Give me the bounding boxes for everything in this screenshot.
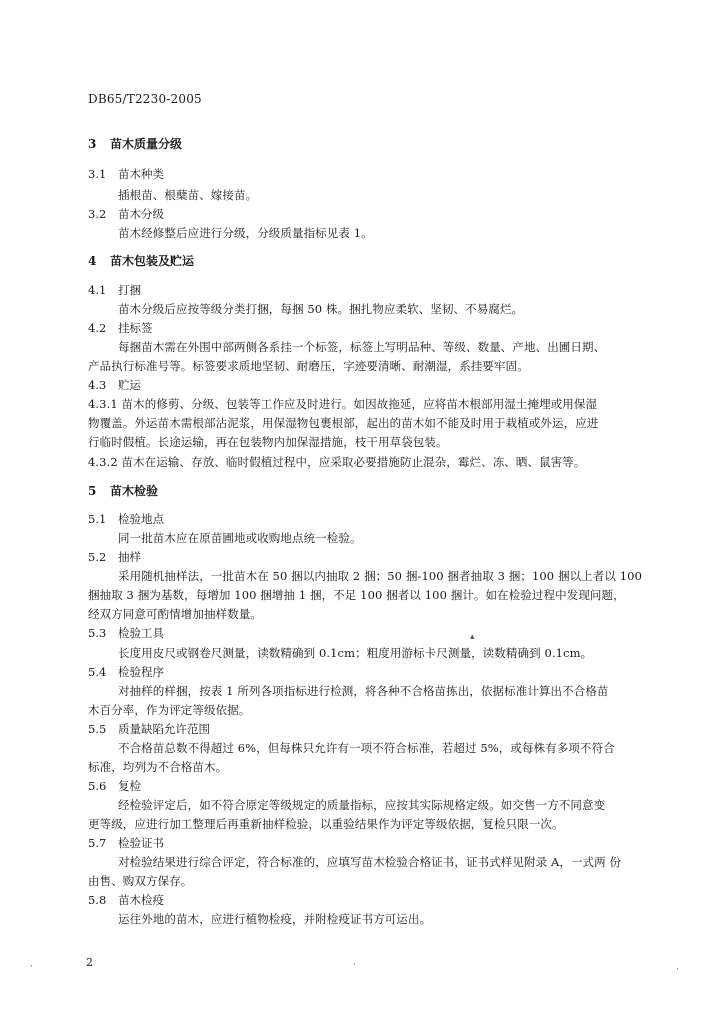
section-4-1-heading bbox=[88, 282, 141, 298]
section-number: 4.3 bbox=[88, 378, 107, 392]
section-number: 4.1 bbox=[88, 283, 107, 297]
section-title: 检验地点 bbox=[118, 512, 164, 526]
section-title: 苗木分级 bbox=[118, 207, 164, 221]
section-number: 5.5 bbox=[88, 722, 107, 736]
section-number: 5.1 bbox=[88, 512, 107, 526]
section-3-heading bbox=[88, 136, 182, 152]
paragraph: 标准，均列为不合格苗木。 bbox=[88, 760, 228, 774]
document-number: DB65/T2230-2005 bbox=[88, 92, 202, 106]
paragraph: 物覆盖。外运苗木需根部沾泥浆，用保湿物包裹根部，起出的苗木如不能及时用于栽植或外运，应进 bbox=[88, 416, 599, 430]
section-number: 3.2 bbox=[88, 207, 107, 221]
section-4-2-heading bbox=[88, 320, 153, 336]
section-title: 苗木质量分级 bbox=[110, 137, 183, 151]
section-5-5-heading bbox=[88, 721, 210, 737]
paragraph: 对抽样的样捆，按表 1 所列各项指标进行检测，将各种不合格苗拣出，依据标准计算出不合格苗 bbox=[118, 684, 609, 698]
paragraph: 4.3.2 苗木在运输、存放、临时假植过程中，应采取必要措施防止混杂，霉烂、冻、晒、鼠害等。 bbox=[88, 455, 586, 469]
section-title: 检验证书 bbox=[118, 836, 164, 850]
section-number: 5.7 bbox=[88, 836, 107, 850]
section-number: 5 bbox=[88, 484, 97, 498]
section-title: 苗木包装及贮运 bbox=[110, 254, 195, 268]
scan-speck: · bbox=[353, 960, 356, 970]
section-5-4-heading bbox=[88, 664, 164, 680]
paragraph: 更等级，应进行加工整理后再重新抽样检验，以重验结果作为评定等级依据，复检只限一次。 bbox=[88, 817, 564, 831]
scan-speck: · bbox=[676, 965, 679, 975]
paragraph: 经双方同意可酌情增加抽样数量。 bbox=[88, 607, 262, 621]
section-title: 检验工具 bbox=[118, 626, 164, 640]
paragraph: 同一批苗木应在原苗圃地或收购地点统一检验。 bbox=[118, 531, 362, 545]
section-number: 5.3 bbox=[88, 626, 107, 640]
paragraph: 木百分率，作为评定等级依据。 bbox=[88, 703, 251, 717]
section-5-1-heading bbox=[88, 511, 164, 527]
paragraph: 苗木经修整后应进行分级，分级质量指标见表 1。 bbox=[118, 226, 373, 240]
section-number: 4.2 bbox=[88, 321, 107, 335]
section-number: 5.4 bbox=[88, 665, 107, 679]
section-title: 复检 bbox=[118, 779, 141, 793]
section-number: 5.2 bbox=[88, 550, 107, 564]
paragraph: 经检验评定后，如不符合原定等级规定的质量指标，应按其实际规格定级。如交售一方不同意变 bbox=[118, 798, 606, 812]
scan-speck: · bbox=[30, 962, 33, 972]
paragraph: 苗木分级后应按等级分类打捆，每捆 50 株。捆扎物应柔软、坚韧、不易腐烂。 bbox=[118, 302, 524, 316]
paragraph: 每捆苗木需在外围中部两侧各系挂一个标签，标签上写明品种、等级、数量、产地、出圃日期、 bbox=[118, 340, 606, 354]
paragraph: 长度用皮尺或钢卷尺测量，读数精确到 0.1cm；粗度用游标卡尺测量，读数精确到 0.1cm。 bbox=[118, 646, 593, 660]
section-number: 3 bbox=[88, 137, 97, 151]
section-title: 打捆 bbox=[118, 283, 141, 297]
paragraph: 由售、购双方保存。 bbox=[88, 874, 193, 888]
section-5-6-heading bbox=[88, 778, 141, 794]
section-title: 贮运 bbox=[118, 378, 141, 392]
section-title: 苗木检疫 bbox=[118, 893, 164, 907]
section-number: 3.1 bbox=[88, 167, 107, 181]
paragraph: 对检验结果进行综合评定，符合标准的，应填写苗木检验合格证书，证书式样见附录 A，一式两 份 bbox=[118, 855, 622, 869]
section-title: 抽样 bbox=[118, 550, 141, 564]
section-title: 挂标签 bbox=[118, 321, 153, 335]
section-title: 检验程序 bbox=[118, 665, 164, 679]
paragraph: 采用随机抽样法，一批苗木在 50 捆以内抽取 2 捆；50 捆-100 捆者抽取 3 捆；100 捆以上者以 100 bbox=[118, 569, 642, 583]
paragraph: 产品执行标准号等。标签要求质地坚韧、耐磨压，字迹要清晰、耐潮湿，系挂要牢固。 bbox=[88, 359, 529, 373]
section-5-3-heading bbox=[88, 625, 164, 641]
section-4-heading bbox=[88, 253, 194, 269]
paragraph: 捆抽取 3 捆为基数，每增加 100 捆增抽 1 捆，不足 100 捆者以 100 捆计。如在检验过程中发现问题， bbox=[88, 588, 625, 602]
section-5-7-heading bbox=[88, 835, 164, 851]
section-number: 5.8 bbox=[88, 893, 107, 907]
section-5-2-heading bbox=[88, 549, 141, 565]
section-3-2-heading bbox=[88, 206, 164, 222]
section-5-8-heading bbox=[88, 892, 164, 908]
section-3-1-heading bbox=[88, 166, 164, 182]
page-number: 2 bbox=[86, 956, 93, 969]
scan-speck: ▴ bbox=[470, 632, 475, 642]
paragraph: 插根苗、根蘖苗、嫁接苗。 bbox=[118, 188, 258, 202]
section-number: 4 bbox=[88, 254, 97, 268]
section-number: 5.6 bbox=[88, 779, 107, 793]
paragraph: 行临时假植。长途运输，再在包装物内加保湿措施，枝干用草袋包装。 bbox=[88, 435, 448, 449]
paragraph: 4.3.1 苗木的修剪、分级、包装等工作应及时进行。如因故拖延，应将苗木根部用湿土掩埋或用保湿 bbox=[88, 397, 598, 411]
section-title: 苗木检验 bbox=[110, 484, 159, 498]
paragraph: 运往外地的苗木，应进行植物检疫，并附检疫证书方可运出。 bbox=[118, 912, 432, 926]
section-5-heading bbox=[88, 483, 158, 499]
section-4-3-heading bbox=[88, 377, 141, 393]
paragraph: 不合格苗总数不得超过 6%，但每株只允许有一项不符合标准，若超过 5%，或每株有多项不符合 bbox=[118, 741, 615, 755]
section-title: 苗木种类 bbox=[118, 167, 164, 181]
section-title: 质量缺陷允许范围 bbox=[118, 722, 210, 736]
